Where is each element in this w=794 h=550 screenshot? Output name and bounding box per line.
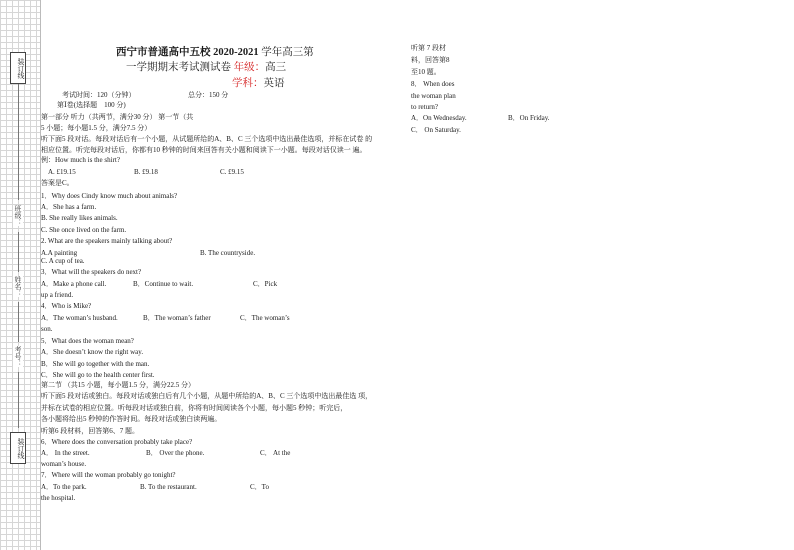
q6-option-b: B． Over the phone.	[146, 449, 205, 457]
q2-option-b: B. The countryside.	[200, 249, 256, 257]
section2-heading: 第二节 （共15 小题，每小题1.5 分，满分22.5 分）	[41, 381, 195, 389]
example-option-c: C. £9.15	[220, 168, 244, 176]
grade-value: 高三	[265, 62, 287, 73]
margin-rule	[18, 84, 19, 200]
example-option-a: A. £19.15	[48, 168, 76, 176]
question-4: 4．Who is Mike?	[41, 302, 92, 310]
part1-heading: 第Ⅰ卷(选择题 100 分)	[57, 101, 126, 109]
q7-option-c-cont: the hospital.	[41, 494, 76, 502]
instruction-line: 并标在试卷的相应位置。听每段对话或独白前，你将有时间阅读各个小题，每小题5 秒钟；听完后，	[41, 404, 348, 412]
instruction-line: 听下面5 段对话或独白。每段对话或独白后有几个小题，从题中所给的A、B、C 三个选项中选出最佳选 项，	[41, 392, 373, 400]
section1-heading: 第一部分 听力（共两节，满分30 分） 第一节（共	[41, 113, 194, 121]
margin-rule	[18, 302, 19, 342]
exam-name: 一学期期末考试测试卷	[126, 62, 231, 73]
q1-option-a: A．She has a farm.	[41, 203, 97, 211]
question-2: 2. What are the speakers mainly talking about?	[41, 237, 173, 245]
question-8: the woman plan	[411, 92, 456, 100]
passage-6-instruction: 听第6 段材料，回答第6、7 题。	[41, 427, 139, 435]
example-question: 例：How much is the shirt?	[41, 156, 120, 164]
instruction-line: 相应位置。听完每段对话后，你都有10 秒钟的时间来回答有关小题和阅读下一小题。每段对话仅读一 遍。	[41, 146, 367, 154]
seal-line-label-bottom: 装订线	[10, 432, 26, 464]
question-7: 7．Where will the woman probably go tonight?	[41, 471, 176, 479]
question-5: 5．What does the woman mean?	[41, 337, 134, 345]
q6-option-c-cont: woman’s house.	[41, 460, 87, 468]
school-year-suffix: 学年高三第	[261, 47, 314, 58]
example-option-b: B. £9.18	[134, 168, 158, 176]
q4-option-a: A．The woman’s husband.	[41, 314, 118, 322]
q4-option-b: B．The woman’s father	[143, 314, 211, 322]
exam-title-line1	[116, 44, 314, 59]
q8-option-c: C． On Saturday.	[411, 126, 461, 134]
q6-option-c: C． At the	[260, 449, 291, 457]
question-8: to return?	[411, 103, 439, 111]
seal-line-label-top: 装订线	[10, 52, 26, 84]
exam-title-line2	[126, 59, 286, 74]
passage-7-instruction: 至10 题。	[411, 68, 441, 76]
q4-option-c: C．The woman’s	[240, 314, 290, 322]
binding-margin	[0, 0, 41, 550]
q8-option-b: B．On Friday.	[508, 114, 550, 122]
q5-option-b: B．She will go together with the man.	[41, 360, 150, 368]
q5-option-a: A．She doesn’t know the right way.	[41, 348, 144, 356]
question-1: 1．Why does Cindy know much about animals?	[41, 192, 178, 200]
question-8: 8． When does	[411, 80, 455, 88]
q3-option-c: C．Pick	[253, 280, 278, 288]
passage-7-instruction: 料，回答第8	[411, 56, 450, 64]
q1-option-c: C. She once lived on the farm.	[41, 226, 127, 234]
subject-label: 学科：	[232, 78, 264, 89]
q3-option-a: A．Make a phone call.	[41, 280, 107, 288]
instruction-line: 听下面5 段对话。每段对话后有一个小题，从试题所给的A、B、C 三个选项中选出最佳选项，并标在试卷 的	[41, 135, 373, 143]
question-3: 3．What will the speakers do next?	[41, 268, 142, 276]
name-label: 姓名：	[14, 276, 22, 297]
subject-value: 英语	[263, 78, 285, 89]
instruction-line: 各小题将给出5 秒钟的作答时间。每段对话或独白读两遍。	[41, 415, 222, 423]
q6-option-a: A． In the street.	[41, 449, 90, 457]
q3-option-c-cont: up a friend.	[41, 291, 74, 299]
subject-line	[232, 75, 285, 90]
q3-option-b: B．Continue to wait.	[133, 280, 194, 288]
section1-scoring: 5 小题；每小题1.5 分，满分7.5 分）	[41, 124, 152, 132]
student-id-label: 考号：	[14, 346, 22, 367]
margin-rule	[18, 372, 19, 428]
q1-option-b: B. She really likes animals.	[41, 214, 118, 222]
q7-option-a: A．To the park.	[41, 483, 87, 491]
school-name: 西宁市普通高中五校 2020-2021	[116, 47, 259, 58]
q4-option-c-cont: son.	[41, 325, 53, 333]
question-6: 6．Where does the conversation probably take place?	[41, 438, 193, 446]
q5-option-c: C．She will go to the health center first.	[41, 371, 155, 379]
q7-option-c: C．To	[250, 483, 269, 491]
q7-option-b: B. To the restaurant.	[140, 483, 197, 491]
grade-label: 年级：	[233, 62, 266, 73]
example-answer: 答案是C。	[41, 179, 74, 187]
passage-7-instruction: 听第 7 段材	[411, 44, 446, 52]
exam-time: 考试时间：120（分钟）	[62, 91, 136, 99]
q8-option-a: A．On Wednesday.	[411, 114, 467, 122]
q2-option-c: C. A cup of tea.	[41, 257, 85, 265]
margin-rule	[18, 232, 19, 272]
q2-option-a: A.A painting	[41, 249, 78, 257]
total-score: 总分：150 分	[188, 91, 229, 99]
class-label: 班级：	[14, 205, 22, 226]
